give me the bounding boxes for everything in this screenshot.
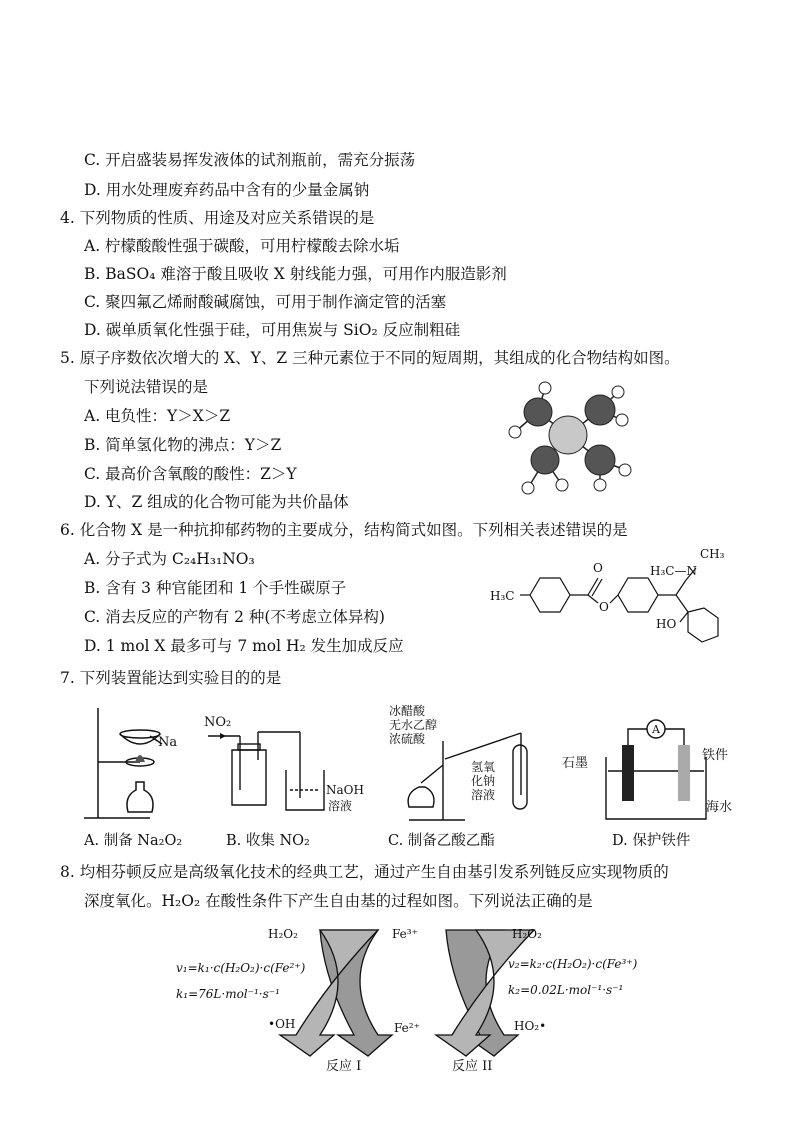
ester-o-label: O — [599, 600, 609, 614]
naoh-solution-line2: 化钠 — [471, 774, 496, 788]
r2-rate: v₂=k₂·c(H₂O₂)·c(Fe³⁺) — [508, 957, 638, 971]
q5-stem-line1: 5. 原子序数依次增大的 X、Y、Z 三种元素位于不同的短周期，其组成的化合物结构如图。 — [60, 349, 680, 367]
r2-name: 反应 II — [452, 1059, 493, 1074]
reagent-sulfuric-acid: 浓硫酸 — [389, 732, 426, 746]
q6-option-c: C. 消去反应的产物有 2 种(不考虑立体异构) — [84, 608, 385, 626]
r1-oh: •OH — [268, 1017, 296, 1031]
q5-stem-line2: 下列说法错误的是 — [84, 378, 209, 396]
r1-fe2: Fe²⁺ — [394, 1021, 420, 1035]
reaction-1-figure — [160, 920, 440, 1080]
molecule-model-figure — [500, 380, 650, 510]
q7-caption-d: D. 保护铁件 — [612, 833, 691, 849]
solution-label: 溶液 — [328, 799, 353, 813]
r1-name: 反应 I — [326, 1059, 362, 1074]
h3c-label: H₃C — [490, 589, 515, 603]
graphite-label: 石墨 — [562, 756, 589, 771]
q6-option-d: D. 1 mol X 最多可与 7 mol H₂ 发生加成反应 — [84, 637, 404, 655]
q6-option-a: A. 分子式为 C₂₄H₃₁NO₃ — [84, 550, 255, 568]
naoh-solution-line3: 溶液 — [471, 788, 496, 802]
reagent-ethanol: 无水乙醇 — [389, 718, 438, 732]
r1-h2o2: H₂O₂ — [268, 927, 298, 941]
q5-option-c: C. 最高价含氧酸的酸性：Z＞Y — [84, 465, 297, 483]
iron-label: 铁件 — [702, 748, 729, 763]
r2-ho2: HO₂• — [514, 1019, 547, 1033]
reaction-2-figure — [440, 920, 660, 1080]
q7-caption-a: A. 制备 Na₂O₂ — [84, 833, 183, 849]
naoh-label: NaOH — [326, 783, 364, 797]
q5-option-b: B. 简单氢化物的沸点：Y＞Z — [84, 436, 282, 454]
apparatus-c-figure — [385, 705, 555, 830]
q7-stem: 7. 下列装置能达到实验目的的是 — [60, 669, 282, 687]
q5-option-d: D. Y、Z 组成的化合物可能为共价晶体 — [84, 493, 349, 511]
q5-option-a: A. 电负性：Y＞X＞Z — [84, 407, 231, 425]
ch3-label: CH₃ — [700, 547, 725, 561]
structural-formula-figure — [488, 540, 788, 655]
r2-k: k₂=0.02L·mol⁻¹·s⁻¹ — [508, 983, 624, 997]
q7-caption-c: C. 制备乙酸乙酯 — [388, 833, 495, 849]
q4-stem: 4. 下列物质的性质、用途及对应关系错误的是 — [60, 209, 375, 227]
q4-option-a: A. 柠檬酸酸性强于碳酸，可用柠檬酸去除水垢 — [84, 237, 400, 255]
nme-label: H₃C—N — [650, 564, 697, 578]
q6-stem: 6. 化合物 X 是一种抗抑郁药物的主要成分，结构简式如图。下列相关表述错误的是 — [60, 521, 628, 539]
q4-option-b: B. BaSO₄ 难溶于酸且吸收 X 射线能力强，可用作内服造影剂 — [84, 265, 507, 283]
q4-option-c: C. 聚四氟乙烯耐酸碱腐蚀，可用于制作滴定管的活塞 — [84, 293, 447, 311]
reagent-acetic-acid: 冰醋酸 — [389, 704, 426, 718]
carbonyl-o-label: O — [593, 561, 603, 575]
na-label: Na — [158, 735, 178, 750]
r2-h2o2: H₂O₂ — [512, 927, 542, 941]
naoh-solution-line1: 氢氧 — [471, 760, 496, 774]
q8-stem-line1: 8. 均相芬顿反应是高级氧化技术的经典工艺，通过产生自由基引发系列链反应实现物质的 — [60, 863, 669, 881]
ammeter-icon: A — [652, 723, 660, 736]
q6-option-b: B. 含有 3 种官能团和 1 个手性碳原子 — [84, 579, 347, 597]
seawater-label: 海水 — [706, 800, 733, 815]
oh-label: HO — [656, 617, 677, 631]
apparatus-b-figure — [200, 710, 364, 820]
q4-option-d: D. 碳单质氧化性强于硅，可用焦炭与 SiO₂ 反应制粗硅 — [84, 321, 461, 339]
q3-option-c: C. 开启盛装易挥发液体的试剂瓶前，需充分振荡 — [84, 151, 416, 169]
q8-stem-line2: 深度氧化。H₂O₂ 在酸性条件下产生自由基的过程如图。下列说法正确的是 — [84, 892, 593, 910]
apparatus-a-figure — [80, 700, 190, 825]
apparatus-d-figure — [560, 715, 740, 825]
r1-fe3: Fe³⁺ — [392, 927, 418, 941]
r1-k: k₁=76L·mol⁻¹·s⁻¹ — [176, 987, 280, 1001]
r1-rate: v₁=k₁·c(H₂O₂)·c(Fe²⁺) — [176, 961, 306, 975]
no2-label: NO₂ — [204, 715, 232, 730]
q3-option-d: D. 用水处理废弃药品中含有的少量金属钠 — [84, 181, 370, 199]
q7-caption-b: B. 收集 NO₂ — [226, 833, 310, 849]
